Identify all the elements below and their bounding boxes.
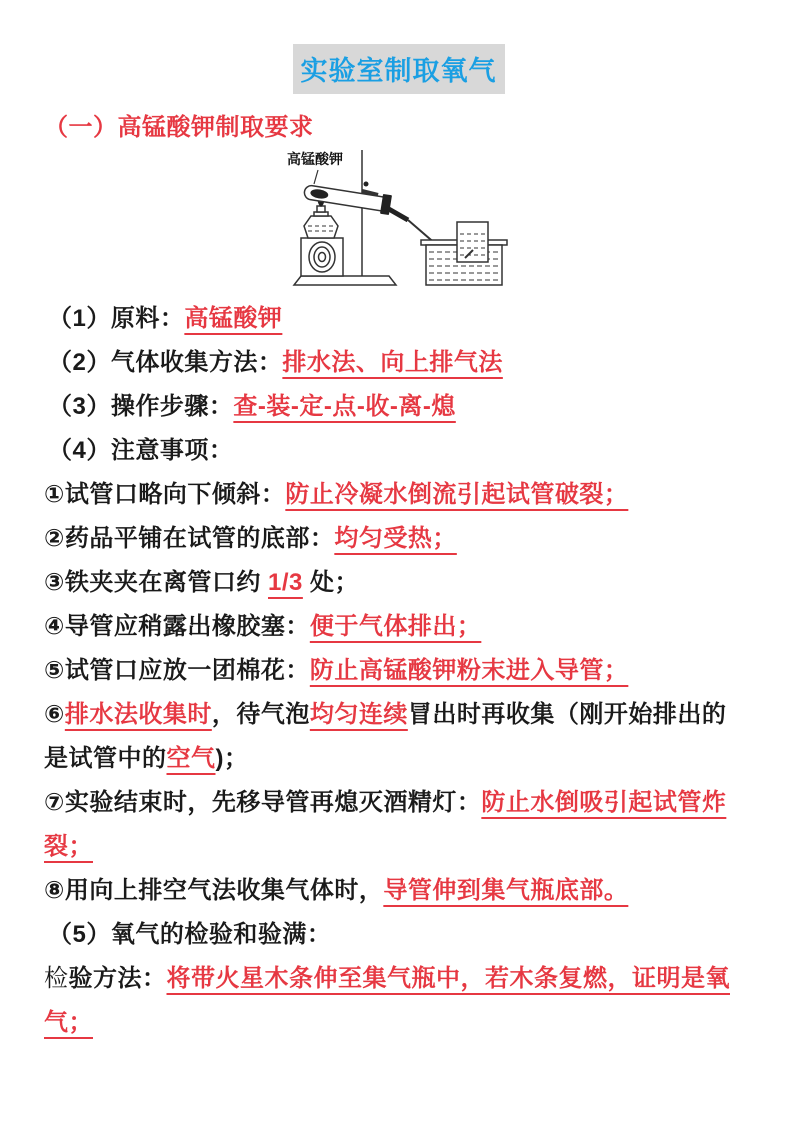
answer-text: 查-装-定-点-收-离-熄 <box>233 393 456 420</box>
test-method <box>44 957 753 1045</box>
line-4-notes-heading <box>44 429 753 473</box>
answer-text: 导管伸到集气瓶底部。 <box>383 877 629 904</box>
notes-list <box>44 297 753 1045</box>
apparatus-sketch <box>285 144 517 294</box>
answer-text: 防止冷凝水倒流引起试管破裂； <box>285 481 629 508</box>
note-text: （1）原料： <box>48 305 185 332</box>
answer-text: 1/3 <box>268 569 303 596</box>
answer-text: 防止水倒吸引起试管炸 <box>481 789 727 816</box>
rubber-connector <box>387 208 408 220</box>
answer-text: 裂； <box>44 833 93 860</box>
title-row <box>44 0 753 94</box>
answer-text: 防止高锰酸钾粉末进入导管； <box>309 657 629 684</box>
note-text: ⑤试管口应放一团棉花： <box>44 657 310 684</box>
test-tube <box>303 185 385 211</box>
wood-block <box>301 238 343 276</box>
note-5-cotton <box>44 649 753 693</box>
answer-text: 高锰酸钾 <box>184 305 283 332</box>
note-text: ④导管应稍露出橡胶塞： <box>44 613 310 640</box>
note-text: 处； <box>302 569 360 596</box>
gas-collecting-bottle <box>457 222 488 262</box>
line-1-raw-material <box>44 297 753 341</box>
answer-text: 空气 <box>166 745 216 772</box>
note-text: （2）气体收集方法： <box>48 349 283 376</box>
alcohol-lamp-body <box>304 216 338 238</box>
diagram-label: 高锰酸钾 <box>287 151 343 167</box>
note-3-clamp-position <box>44 561 753 605</box>
note-text: 检 <box>44 966 69 992</box>
note-text: ①试管口略向下倾斜： <box>44 481 286 508</box>
note-text: ③铁夹夹在离管口约 <box>44 569 268 596</box>
note-1-tube-tilt <box>44 473 753 517</box>
oxygen-preparation-apparatus-diagram <box>285 144 517 294</box>
note-text: （3）操作步骤： <box>48 393 234 420</box>
note-text: 是试管中的 <box>44 745 167 772</box>
label-pointer <box>314 170 318 184</box>
line-2-collection-methods <box>44 341 753 385</box>
page-title: 实验室制取氧气 <box>293 44 505 94</box>
answer-text: 便于气体排出； <box>309 613 482 640</box>
note-text: ⑧用向上排空气法收集气体时， <box>44 877 384 904</box>
answer-text: 排水法收集时 <box>64 701 212 728</box>
note-4-tube-stopper <box>44 605 753 649</box>
line-3-operation-steps <box>44 385 753 429</box>
note-6-water-collection <box>44 693 753 781</box>
line-5-test-heading <box>44 913 753 957</box>
iron-stand-base <box>294 276 396 285</box>
answer-text: 排水法、向上排气法 <box>282 349 503 376</box>
note-text: )； <box>215 745 249 772</box>
note-text: （4）注意事项： <box>48 437 234 464</box>
note-text: 冒出时再收集（刚开始排出的 <box>407 701 727 728</box>
note-text: 验方法： <box>68 965 167 992</box>
note-text: ⑦实验结束时，先移导管再熄灭酒精灯： <box>44 789 482 816</box>
clamp-bolt <box>364 182 369 187</box>
section-heading: （一）高锰酸钾制取要求 <box>44 114 314 141</box>
note-text: ，待气泡 <box>211 701 310 728</box>
answer-text: 气； <box>44 1009 93 1036</box>
answer-text: 均匀受热； <box>334 525 457 552</box>
answer-text: 均匀连续 <box>309 701 408 728</box>
note-text: （5）氧气的检验和验满： <box>48 921 332 948</box>
note-text: ⑥ <box>44 701 65 728</box>
note-7-end-of-experiment <box>44 781 753 869</box>
note-2-spread-drug <box>44 517 753 561</box>
note-8-upward-air-displacement <box>44 869 753 913</box>
answer-text: 将带火星木条伸至集气瓶中，若木条复燃，证明是氧 <box>166 965 730 992</box>
note-text: ②药品平铺在试管的底部： <box>44 525 335 552</box>
